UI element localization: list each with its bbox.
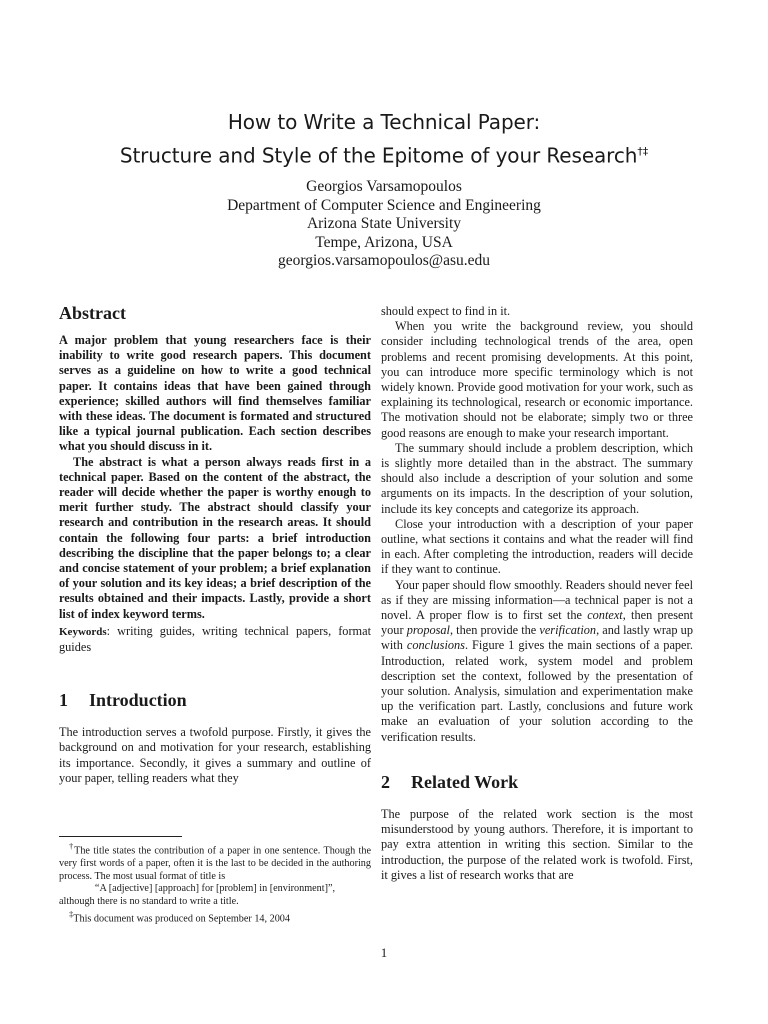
footnotes — [59, 836, 371, 926]
p5-proposal: proposal — [406, 623, 450, 638]
related-work-paragraph-1: The purpose of the related work section is the most misunderstood by young authors. Therefore, it is important to pay extra attention in writing this section. Similar to the introduction, the purpose of the related work is twofold. First, it gives a list of research works that are — [381, 806, 693, 882]
author-name: Georgios Varsamopoulos — [306, 178, 462, 195]
related-work-heading — [381, 771, 693, 793]
footnote-dagger — [59, 840, 371, 883]
p5-text-d: , and lastly wrap up with — [381, 623, 693, 653]
p5-context: context — [587, 608, 623, 623]
p5-verification: verification — [539, 623, 597, 638]
introduction-number: 1 — [59, 690, 68, 711]
footnote-dagger-tail: although there is no standard to write a title. — [59, 895, 239, 907]
related-work-title: Related Work — [411, 771, 519, 792]
author-department: Department of Computer Science and Engineering — [227, 196, 541, 214]
footnote-ddagger-text: This document was produced on September 14, 2004 — [73, 913, 290, 925]
introduction-title: Introduction — [89, 690, 187, 711]
author-location: Tempe, Arizona, USA — [315, 233, 453, 251]
p5-text-e: . Figure 1 gives the main sections of a paper. Introduction, related work, system model and problem description set the context, followed by the presentation of your solution. Analysis, simulation and experimentation make up the verification part. Lastly, conclusions and future work make an evaluation of your solution according to the verification results. — [381, 638, 694, 744]
p5-text-a: Your paper should flow smoothly. Readers should never feel as if they are missing information—a technical paper is not a novel. A proper flow is to first set the — [381, 577, 693, 623]
introduction-paragraph-1-part-1: The introduction serves a twofold purpose. Firstly, it gives the background on and motivation for your research, establishing its importance. Secondly, it gives a summary and outline of your paper, telling readers what they — [59, 725, 371, 785]
introduction-heading — [59, 689, 371, 711]
section-introduction — [59, 689, 371, 786]
author-university: Arizona State University — [306, 215, 462, 232]
introduction-paragraph-5 — [381, 578, 693, 745]
keywords-text: : writing guides, writing technical papers, format guides — [59, 623, 371, 655]
footnote-rule — [59, 836, 182, 837]
introduction-paragraph-4: Close your introduction with a description of your paper outline, what sections it contains and what the reader will find in each. After completing the introduction, readers will decide if they want to continue. — [381, 516, 693, 577]
abstract-paragraph-1: A major problem that young researchers face is their inability to write good research papers. This document serves as a guideline on how to write a good technical paper. It contains ideas that have been gained through experience; skilled authors will find themselves familiar with these ideas. The document is formated and structured like a typical journal publication. Each section describes what you should discuss in it. — [59, 333, 371, 454]
title-line-2 — [0, 137, 768, 171]
keywords — [59, 624, 371, 655]
p5-text-c: , then provide the — [449, 623, 540, 638]
related-work-number: 2 — [381, 771, 390, 792]
footnote-dagger-mark: † — [69, 841, 75, 851]
introduction-paragraph-2: When you write the background review, you should consider including technological trends of the area, open problems and recent promising developments. At this point, you can introduce more specific terminology which is not widely known. Provide good motivation for your work, such as explaining its technological, research or economic importance. The motivation should not be elaborate; simply two or three good reasons are enough to make your research important. — [381, 319, 693, 440]
abstract-body — [59, 333, 371, 622]
title-block — [0, 108, 768, 171]
author-email: georgios.varsamopoulos@asu.edu — [277, 252, 490, 269]
title-line-2-text: Structure and Style of the Epitome of your Research — [119, 143, 638, 168]
introduction-paragraph-1-part-2: should expect to find in it. — [381, 304, 511, 318]
right-column — [381, 304, 693, 883]
p5-conclusions: conclusions — [406, 638, 465, 653]
title-line-1: How to Write a Technical Paper: — [227, 110, 541, 134]
author-block — [0, 178, 768, 271]
footnote-dagger-quote: “A [adjective] [approach] for [problem] in [environment]”, — [94, 883, 336, 895]
footnote-dagger-text: The title states the contribution of a paper in one sentence. Though the very first words of a paper, often it is the last to be decided in the authoring process. The most usual format of title is — [59, 845, 372, 882]
keywords-label: Keywords — [59, 625, 107, 638]
title-footnote-marks: †‡ — [637, 145, 649, 158]
left-column — [59, 302, 371, 786]
introduction-paragraph-3: The summary should include a problem description, which is slightly more detailed than in the abstract. The summary should also include a description of your solution and some arguments on its impacts. In the description of your solution, include its key concepts and categorize its approach. — [381, 440, 693, 516]
section-related-work — [381, 771, 693, 883]
footnote-ddagger-mark: ‡ — [69, 909, 74, 920]
abstract-paragraph-2: The abstract is what a person always reads first in a technical paper. Based on the content of the abstract, the reader will decide whether the paper is worthy enough to merit further study. The abstract should classify your research and contribution in the research areas. It should contain the following four parts: a brief introduction describing the discipline that the paper belongs to; a clear and concise statement of your problem; a brief explanation of your solution and its key ideas; a brief description of the results obtained and their impacts. Lastly, provide a short list of index keyword terms. — [59, 454, 371, 621]
page-number: 1 — [380, 945, 388, 960]
p5-text-b: , then present your — [381, 608, 694, 638]
footnote-ddagger — [59, 908, 371, 926]
abstract-heading: Abstract — [59, 303, 126, 323]
